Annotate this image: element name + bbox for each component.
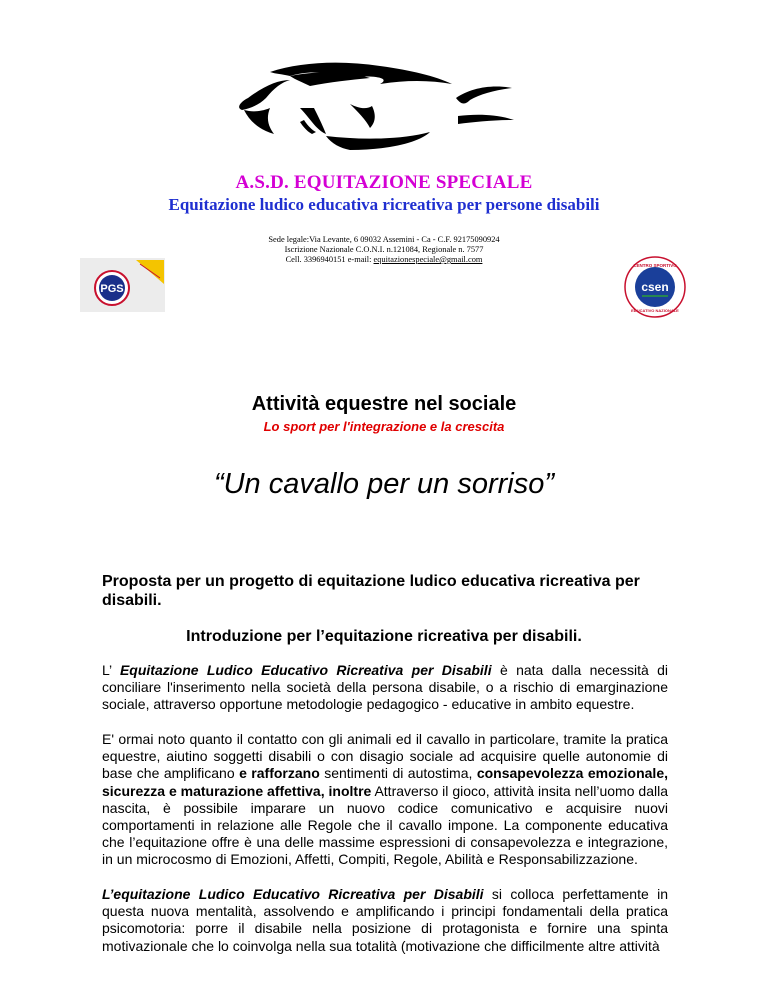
section-title: Attività equestre nel sociale bbox=[251, 393, 517, 415]
registration-line: Iscrizione Nazionale C.O.N.I. n.121084, Regionale n. 7577 bbox=[284, 245, 484, 254]
pgs-logo-text: PGS bbox=[100, 283, 124, 295]
p1-text: è nata dalla necessità di conciliare l'inserimento nella società della persona disabile, o a rischio di emarginazione sociale, attraverso opportune metodologie pedagogico - educative in ambito equestre. bbox=[102, 662, 669, 713]
p3-emphasis: L’equitazione Ludico Educativo Ricreativa per Disabili bbox=[102, 886, 484, 902]
csen-logo bbox=[624, 256, 686, 318]
paragraph-1 bbox=[102, 662, 668, 714]
p1-emphasis: Equitazione Ludico Educativo Ricreativa per Disabili bbox=[119, 662, 492, 678]
pgs-logo bbox=[80, 258, 165, 312]
csen-ring-bottom-text: EDUCATIVO NAZIONALE bbox=[631, 308, 679, 313]
paragraph-2 bbox=[102, 731, 668, 869]
p2-text-a: E' ormai noto quanto il contatto con gli animali ed il cavallo in particolare, tramite la pratica equestre, aiutino soggetti disabili o con disagio sociale ad acquisire quelle autonomie di base che amplificano bbox=[102, 731, 668, 782]
p2-bold-2: consapevolezza emozionale, sicurezza e maturazione affettiva, inoltre bbox=[102, 765, 669, 799]
email-link[interactable]: equitazionespeciale@gmail.com bbox=[373, 255, 483, 264]
section-subtitle: Lo sport per l'integrazione e la crescita bbox=[263, 419, 505, 434]
organization-name: A.S.D. EQUITAZIONE SPECIALE bbox=[235, 172, 533, 193]
paragraph-3 bbox=[102, 886, 668, 955]
proposal-heading: Proposta per un progetto di equitazione ludico educativa ricreativa per disabili. bbox=[102, 573, 640, 609]
organization-subtitle: Equitazione ludico educativa ricreativa per persone disabili bbox=[168, 195, 600, 214]
csen-logo-text: csen bbox=[641, 280, 669, 294]
csen-ring-top-text: CENTRO SPORTIVO bbox=[633, 263, 677, 268]
motto-title: “Un cavallo per un sorriso” bbox=[213, 468, 555, 500]
phone-text: Cell. 3396940151 e-mail: bbox=[285, 255, 374, 264]
p3-text: si colloca perfettamente in questa nuova mentalità, assolvendo e amplificando i principi fondamentali della pratica psicomotoria: porre il disabile nella posizione di protagonista e fornire una spinta motivazionale che lo coinvolga nella sua totalità (motivazione che difficilmente altre attività bbox=[102, 886, 669, 954]
introduction-heading: Introduzione per l’equitazione ricreativa per disabili. bbox=[186, 628, 582, 645]
p2-bold-1: e rafforzano bbox=[239, 765, 320, 782]
horse-logo bbox=[230, 58, 520, 158]
p2-text-c: sentimenti di autostima, bbox=[319, 765, 477, 782]
address-line: Sede legale:Via Levante, 6 09032 Assemini - Ca - C.F. 92175090924 bbox=[268, 235, 500, 244]
p1-prefix: L’ bbox=[102, 662, 120, 678]
p2-text-d: Attraverso il gioco, attività insita nell’uomo dalla nascita, è possibile imparare un nuovo codice comunicativo e acquisire nuovi comportamenti in relazione alle Regole che il cavallo impone. La componente educativa che l’equitazione offre è una delle massime espressioni di consapevolezza e integrazione, in un microcosmo di Emozioni, Affetti, Compiti, Regole, Abilità e Responsabilizzazione. bbox=[102, 782, 668, 868]
